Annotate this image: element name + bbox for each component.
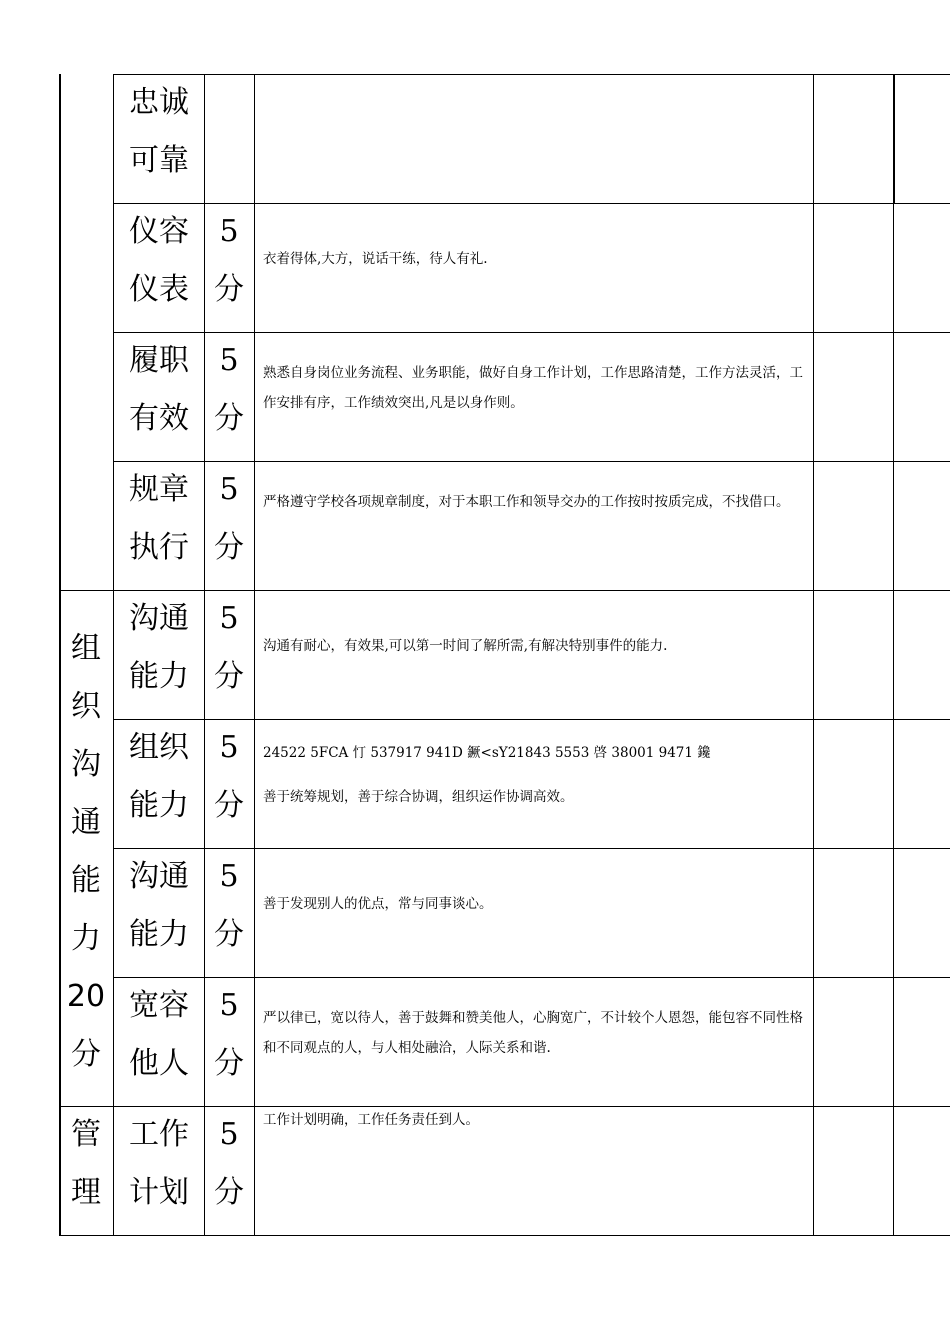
column-divider-thick <box>893 74 895 203</box>
item-description: 衣着得体,大方，说话干练，待人有礼. <box>263 251 488 267</box>
category-management <box>59 1106 113 1222</box>
category-char: 分 <box>71 1037 101 1072</box>
item-description: 沟通有耐心，有效果,可以第一时间了解所需,有解决特别事件的能力. <box>263 638 668 654</box>
item-score: 5 分 <box>214 343 244 436</box>
item-score <box>204 74 254 203</box>
category-char: 组 <box>71 631 101 666</box>
item-name: 沟通 能力 <box>129 859 189 952</box>
item-description: 熟悉自身岗位业务流程、业务职能，做好自身工作计划，工作思路清楚，工作方法灵活，工作安排有序，工作绩效突出,凡是以身作则。 <box>263 365 803 411</box>
category-char: 通 <box>71 805 101 840</box>
item-name: 沟通 能力 <box>129 601 189 694</box>
item-name: 仪容 仪表 <box>129 214 189 307</box>
item-score: 5 分 <box>214 472 244 565</box>
item-description: 善于发现别人的优点，常与同事谈心。 <box>263 896 493 912</box>
item-score: 5 分 <box>214 601 244 694</box>
item-name: 忠诚 可靠 <box>129 85 189 178</box>
category-char: 管 <box>71 1117 101 1152</box>
item-score: 5 分 <box>214 988 244 1081</box>
item-score: 5 分 <box>214 1117 244 1210</box>
column-divider <box>813 74 814 1236</box>
item-score: 5 分 <box>214 859 244 952</box>
item-description: 严格遵守学校各项规章制度，对于本职工作和领导交办的工作按时按质完成，不找借口。 <box>263 494 790 510</box>
item-code-line: 24522 5FCA 忊 537917 941D 鐝<sY21843 5553 啓 38001 9471 鑱 <box>263 745 711 761</box>
category-char: 织 <box>71 689 101 724</box>
category-char: 能 <box>71 863 101 898</box>
item-score: 5 分 <box>214 730 244 823</box>
evaluation-table <box>59 74 950 1236</box>
item-name: 履职 有效 <box>129 343 189 436</box>
item-name: 工作 计划 <box>129 1117 189 1210</box>
category-char: 沟 <box>71 747 101 782</box>
category-organization-communication <box>59 620 113 1084</box>
item-name: 规章 执行 <box>129 472 189 565</box>
item-name: 宽容 他人 <box>129 988 189 1081</box>
item-name: 组织 能力 <box>129 730 189 823</box>
item-score: 5 分 <box>214 214 244 307</box>
item-description: 严以律已，宽以待人，善于鼓舞和赞美他人，心胸宽广，不计较个人恩怨，能包容不同性格和不同观点的人，与人相处融洽，人际关系和谐. <box>263 1010 803 1056</box>
category-char: 20 <box>66 979 106 1014</box>
category-char: 力 <box>71 921 101 956</box>
item-description: 工作计划明确，工作任务责任到人。 <box>263 1112 479 1128</box>
category-char: 理 <box>71 1175 101 1210</box>
row-divider <box>59 1235 950 1236</box>
item-description: 善于统筹规划，善于综合协调，组织运作协调高效。 <box>263 789 574 805</box>
item-description <box>254 74 813 203</box>
column-divider <box>893 74 894 1236</box>
